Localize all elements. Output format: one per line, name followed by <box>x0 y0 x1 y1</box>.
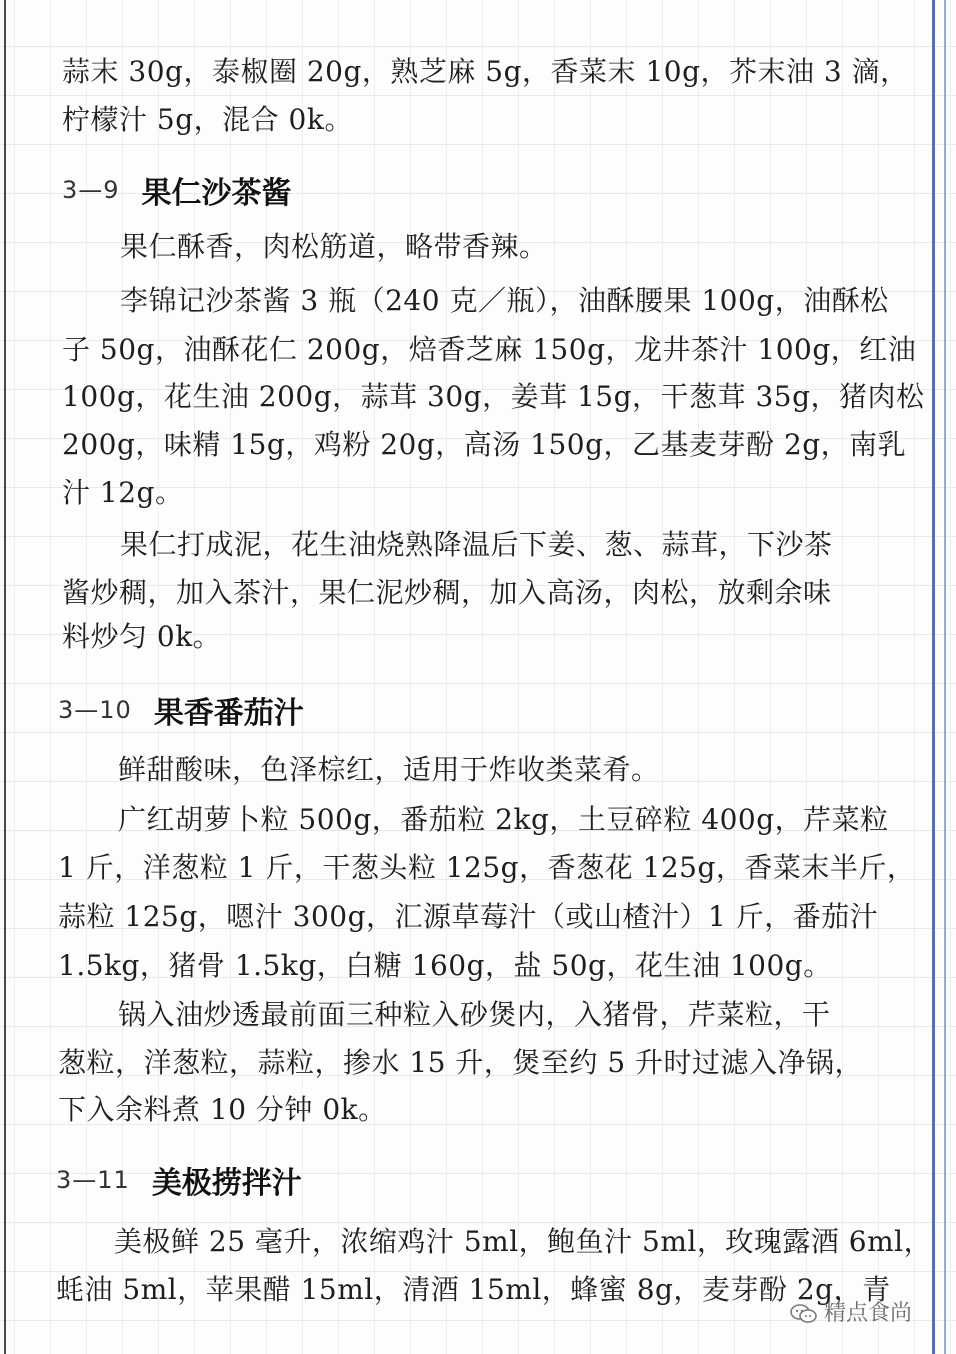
text-line: 果仁酥香，肉松筋道，略带香辣。 <box>120 230 548 263</box>
page-right-border <box>932 0 935 1354</box>
text-line: 酱炒稠，加入茶汁，果仁泥炒稠，加入高汤，肉松，放剩余味 <box>62 576 832 609</box>
section-number: 3—9 <box>62 176 120 204</box>
section-heading <box>62 168 292 212</box>
section-heading <box>58 688 304 732</box>
text-line: 蚝油 5ml，苹果醋 15ml，清酒 15ml，蜂蜜 8g，麦芽酚 2g，青 <box>56 1273 891 1306</box>
text-line: 料炒匀 0k。 <box>62 620 222 653</box>
text-line: 葱粒，洋葱粒，蒜粒，掺水 15 升，煲至约 5 升时过滤入净锅， <box>58 1046 864 1079</box>
text-line: 200g，味精 15g，鸡粉 20g，高汤 150g，乙基麦芽酚 2g，南乳 <box>62 428 907 461</box>
section-title: 果仁沙茶酱 <box>141 176 292 211</box>
text-line: 汁 12g。 <box>62 476 184 509</box>
page-left-border <box>4 0 6 1354</box>
text-line: 子 50g，油酥花仁 200g，焙香芝麻 150g，龙井茶汁 100g，红油 <box>62 333 917 366</box>
section-title: 果香番茄汁 <box>153 696 304 731</box>
text-line: 李锦记沙茶酱 3 瓶（240 克／瓶），油酥腰果 100g，油酥松 <box>120 284 889 317</box>
text-line: 1 斤，洋葱粒 1 斤，干葱头粒 125g，香葱花 125g，香菜末半斤， <box>58 851 916 884</box>
text-line: 美极鲜 25 毫升，浓缩鸡汁 5ml，鲍鱼汁 5ml，玫瑰露酒 6ml， <box>114 1225 933 1258</box>
text-line: 柠檬汁 5g，混合 0k。 <box>62 103 353 136</box>
text-line: 果仁打成泥，花生油烧熟降温后下姜、葱、蒜茸，下沙茶 <box>120 528 833 561</box>
wechat-icon <box>790 1304 818 1324</box>
text-line: 蒜末 30g，泰椒圈 20g，熟芝麻 5g，香菜末 10g，芥末油 3 滴， <box>62 55 909 88</box>
text-line: 1.5kg，猪骨 1.5kg，白糖 160g，盐 50g，花生油 100g。 <box>58 949 832 982</box>
section-number: 3—11 <box>56 1166 130 1194</box>
watermark-text: 精点食尚 <box>824 1301 913 1326</box>
text-line: 100g，花生油 200g，蒜茸 30g，姜茸 15g，干葱茸 35g，猪肉松 <box>62 380 925 413</box>
text-line: 下入余料煮 10 分钟 0k。 <box>58 1093 387 1126</box>
text-line: 广红胡萝卜粒 500g，番茄粒 2kg，土豆碎粒 400g，芹菜粒 <box>118 803 889 836</box>
section-title: 美极捞拌汁 <box>151 1166 302 1201</box>
section-heading <box>56 1158 302 1202</box>
page-right-border-inner <box>944 0 946 1354</box>
text-line: 鲜甜酸味，色泽棕红，适用于炸收类菜肴。 <box>118 753 660 786</box>
text-line: 蒜粒 125g，嗯汁 300g，汇源草莓汁（或山楂汁）1 斤，番茄汁 <box>58 900 879 933</box>
section-number: 3—10 <box>58 696 132 724</box>
text-line: 锅入油炒透最前面三种粒入砂煲内，入猪骨，芹菜粒，干 <box>118 998 831 1031</box>
watermark <box>790 1296 912 1327</box>
